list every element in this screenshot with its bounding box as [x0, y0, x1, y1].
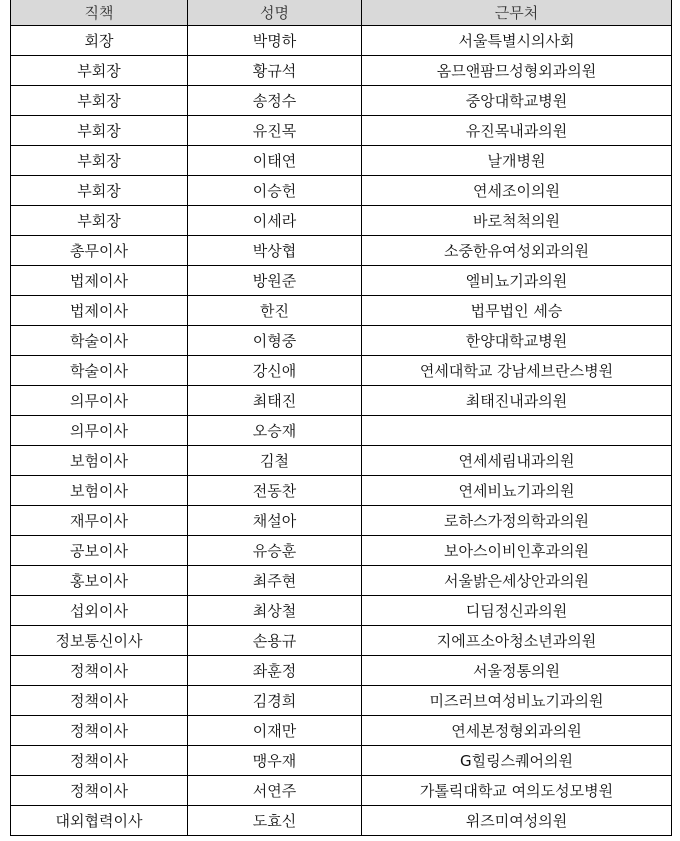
cell-name: 황규석 — [188, 56, 362, 86]
cell-position: 정책이사 — [11, 686, 188, 716]
cell-position: 정책이사 — [11, 656, 188, 686]
cell-name: 강신애 — [188, 356, 362, 386]
table-row — [11, 446, 672, 476]
table-header — [11, 0, 672, 26]
table-row — [11, 146, 672, 176]
cell-name: 이태연 — [188, 146, 362, 176]
table-row — [11, 566, 672, 596]
cell-workplace: 연세대학교 강남세브란스병원 — [362, 356, 672, 386]
cell-workplace: 연세조이의원 — [362, 176, 672, 206]
table-row — [11, 86, 672, 116]
cell-name: 김철 — [188, 446, 362, 476]
table-row — [11, 296, 672, 326]
cell-workplace: 서울특별시의사회 — [362, 26, 672, 56]
cell-workplace: 중앙대학교병원 — [362, 86, 672, 116]
cell-position: 부회장 — [11, 116, 188, 146]
cell-workplace: 미즈러브여성비뇨기과의원 — [362, 686, 672, 716]
table-row — [11, 326, 672, 356]
cell-workplace: G힐링스퀘어의원 — [362, 746, 672, 776]
cell-workplace: 서울정통의원 — [362, 656, 672, 686]
cell-workplace: 가톨릭대학교 여의도성모병원 — [362, 776, 672, 806]
table-row — [11, 656, 672, 686]
header-row — [11, 0, 672, 26]
table-row — [11, 596, 672, 626]
cell-workplace: 바로척척의원 — [362, 206, 672, 236]
header-position: 직책 — [11, 0, 188, 26]
cell-position: 법제이사 — [11, 266, 188, 296]
table-row — [11, 686, 672, 716]
cell-name: 이재만 — [188, 716, 362, 746]
table-row — [11, 746, 672, 776]
table-row — [11, 626, 672, 656]
table-row — [11, 476, 672, 506]
cell-workplace: 위즈미여성의원 — [362, 806, 672, 836]
cell-position: 의무이사 — [11, 386, 188, 416]
cell-position: 부회장 — [11, 146, 188, 176]
cell-position: 재무이사 — [11, 506, 188, 536]
cell-workplace: 옴므앤팜므성형외과의원 — [362, 56, 672, 86]
table-row — [11, 176, 672, 206]
cell-position: 부회장 — [11, 176, 188, 206]
header-workplace: 근무처 — [362, 0, 672, 26]
table-row — [11, 716, 672, 746]
cell-name: 이승헌 — [188, 176, 362, 206]
cell-workplace: 서울밝은세상안과의원 — [362, 566, 672, 596]
cell-position: 부회장 — [11, 206, 188, 236]
cell-position: 부회장 — [11, 86, 188, 116]
cell-position: 총무이사 — [11, 236, 188, 266]
table-row — [11, 26, 672, 56]
table-row — [11, 386, 672, 416]
cell-name: 유승훈 — [188, 536, 362, 566]
cell-name: 맹우재 — [188, 746, 362, 776]
cell-workplace: 한양대학교병원 — [362, 326, 672, 356]
cell-name: 이세라 — [188, 206, 362, 236]
cell-name: 유진목 — [188, 116, 362, 146]
cell-workplace: 유진목내과의원 — [362, 116, 672, 146]
cell-position: 회장 — [11, 26, 188, 56]
cell-position: 학술이사 — [11, 356, 188, 386]
table-row — [11, 206, 672, 236]
table-row — [11, 536, 672, 566]
table-row — [11, 56, 672, 86]
cell-workplace — [362, 416, 672, 446]
cell-name: 송정수 — [188, 86, 362, 116]
cell-workplace: 연세비뇨기과의원 — [362, 476, 672, 506]
officer-roster-table — [10, 0, 672, 836]
table-row — [11, 116, 672, 146]
cell-name: 좌훈정 — [188, 656, 362, 686]
cell-position: 부회장 — [11, 56, 188, 86]
cell-workplace: 로하스가정의학과의원 — [362, 506, 672, 536]
cell-position: 보험이사 — [11, 446, 188, 476]
cell-position: 정보통신이사 — [11, 626, 188, 656]
cell-position: 섭외이사 — [11, 596, 188, 626]
cell-name: 서연주 — [188, 776, 362, 806]
cell-name: 최주현 — [188, 566, 362, 596]
cell-name: 도효신 — [188, 806, 362, 836]
cell-name: 최상철 — [188, 596, 362, 626]
table-row — [11, 506, 672, 536]
table-row — [11, 266, 672, 296]
cell-name: 최태진 — [188, 386, 362, 416]
cell-name: 김경희 — [188, 686, 362, 716]
cell-name: 방원준 — [188, 266, 362, 296]
table-row — [11, 236, 672, 266]
cell-position: 법제이사 — [11, 296, 188, 326]
cell-position: 정책이사 — [11, 746, 188, 776]
cell-name: 손용규 — [188, 626, 362, 656]
cell-workplace: 소중한유여성외과의원 — [362, 236, 672, 266]
cell-workplace: 날개병원 — [362, 146, 672, 176]
header-name: 성명 — [188, 0, 362, 26]
cell-workplace: 연세본정형외과의원 — [362, 716, 672, 746]
cell-workplace: 법무법인 세승 — [362, 296, 672, 326]
cell-name: 박명하 — [188, 26, 362, 56]
cell-name: 오승재 — [188, 416, 362, 446]
cell-name: 이형중 — [188, 326, 362, 356]
table-row — [11, 356, 672, 386]
table-body — [11, 26, 672, 836]
cell-position: 홍보이사 — [11, 566, 188, 596]
cell-position: 공보이사 — [11, 536, 188, 566]
table-row — [11, 776, 672, 806]
cell-position: 의무이사 — [11, 416, 188, 446]
cell-workplace: 보아스이비인후과의원 — [362, 536, 672, 566]
cell-position: 학술이사 — [11, 326, 188, 356]
cell-position: 정책이사 — [11, 716, 188, 746]
cell-workplace: 엘비뇨기과의원 — [362, 266, 672, 296]
cell-name: 채설아 — [188, 506, 362, 536]
cell-workplace: 디딤정신과의원 — [362, 596, 672, 626]
cell-name: 한진 — [188, 296, 362, 326]
cell-workplace: 연세세림내과의원 — [362, 446, 672, 476]
cell-position: 정책이사 — [11, 776, 188, 806]
cell-name: 전동찬 — [188, 476, 362, 506]
cell-workplace: 지에프소아청소년과의원 — [362, 626, 672, 656]
table-row — [11, 416, 672, 446]
cell-position: 보험이사 — [11, 476, 188, 506]
cell-position: 대외협력이사 — [11, 806, 188, 836]
cell-name: 박상협 — [188, 236, 362, 266]
cell-workplace: 최태진내과의원 — [362, 386, 672, 416]
table-row — [11, 806, 672, 836]
